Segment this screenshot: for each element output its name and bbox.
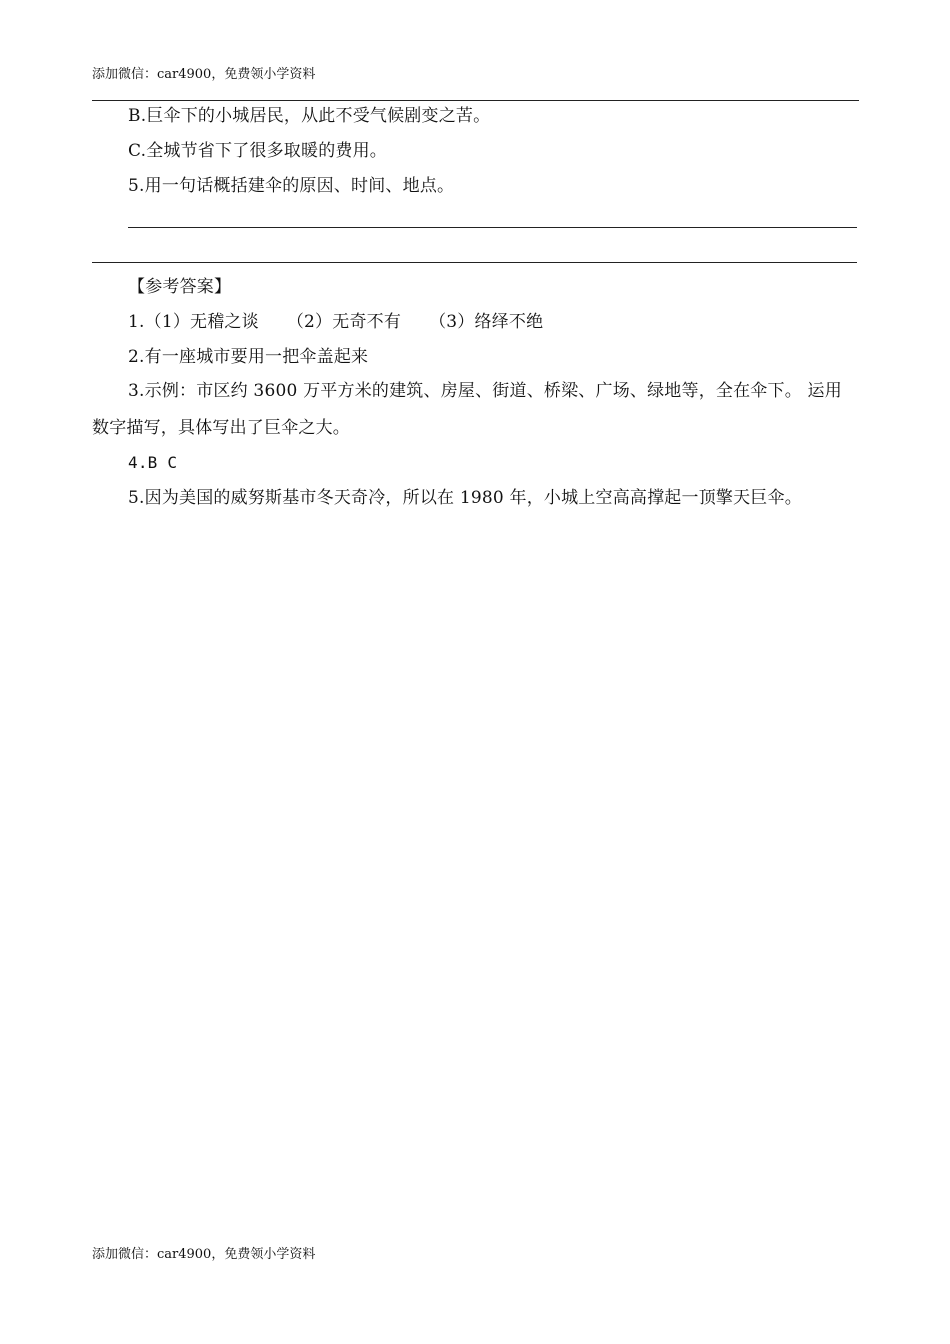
question-5: 5.用一句话概括建伞的原因、时间、地点。 [128, 176, 455, 196]
answer-1-part-2: （2）无奇不有 [286, 312, 402, 332]
answer-3-line-2: 数字描写，具体写出了巨伞之大。 [92, 418, 350, 438]
header-rule [92, 100, 859, 101]
answer-1-part-3: （3）络绎不绝 [429, 312, 544, 332]
page-header-note: 添加微信：car4900，免费领小学资料 [92, 67, 316, 82]
answer-blank-line-2 [92, 262, 857, 263]
answer-3-line-1: 3.示例：市区约 3600 万平方米的建筑、房屋、街道、桥梁、广场、绿地等，全在伞下。 运用 [128, 381, 842, 401]
answer-1-part-1: 1.（1）无稽之谈 [128, 312, 259, 332]
reference-answers-heading: 【参考答案】 [128, 277, 232, 297]
page-footer-note: 添加微信：car4900，免费领小学资料 [92, 1247, 316, 1262]
answer-1 [128, 311, 543, 333]
answer-blank-line-1 [128, 227, 857, 228]
answer-2: 2.有一座城市要用一把伞盖起来 [128, 347, 369, 367]
answer-5: 5.因为美国的威努斯基市冬天奇冷，所以在 1980 年，小城上空高高撑起一顶擎天巨伞。 [128, 488, 802, 508]
answer-4: 4.B C [128, 453, 178, 472]
question-option-c: C.全城节省下了很多取暖的费用。 [128, 141, 388, 161]
question-option-b: B.巨伞下的小城居民，从此不受气候剧变之苦。 [128, 106, 491, 126]
